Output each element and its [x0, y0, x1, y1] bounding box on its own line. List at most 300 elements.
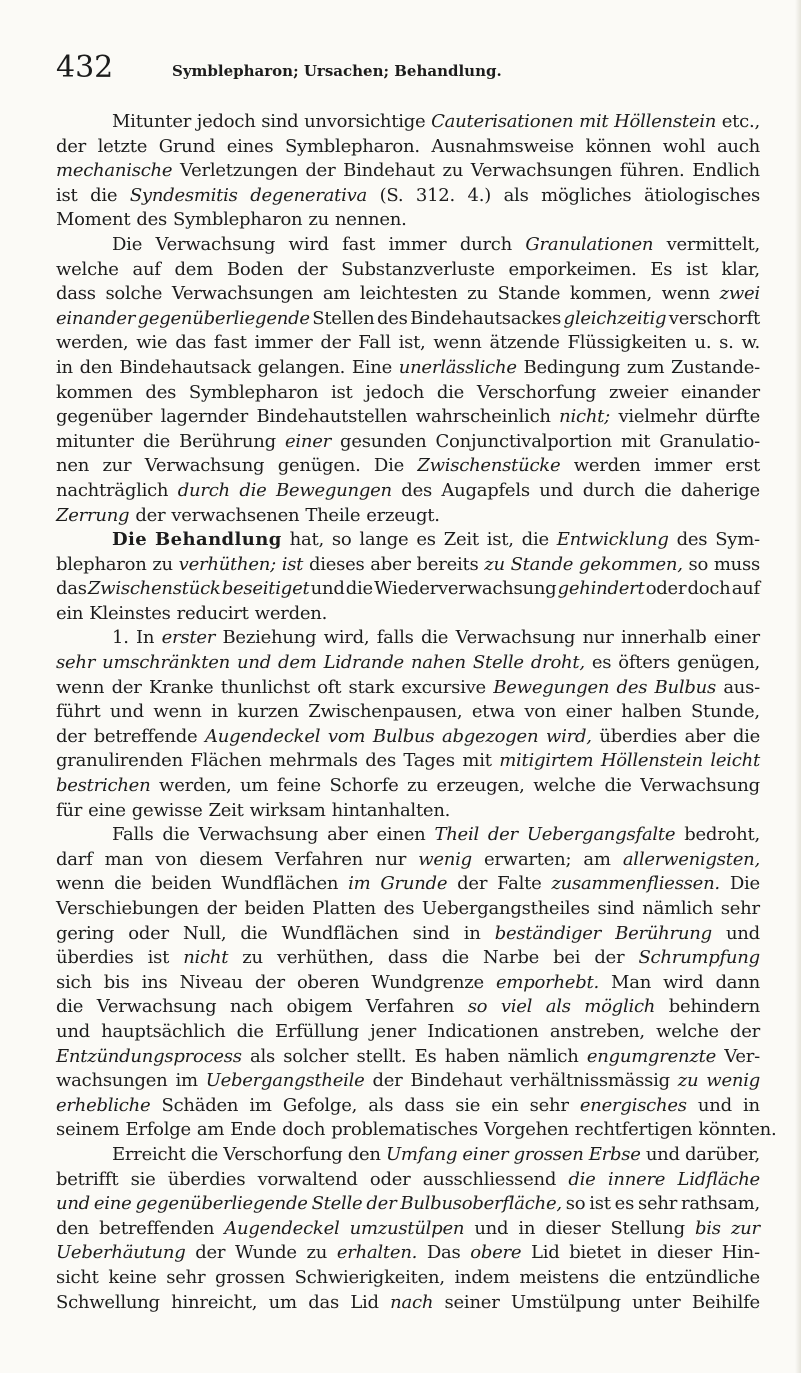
- word: der: [111, 676, 142, 698]
- word: letzte: [97, 135, 148, 157]
- italic-word: Bulbus: [372, 725, 435, 747]
- word: dann: [715, 971, 760, 993]
- italic-word: und: [56, 1193, 90, 1215]
- word: dass: [404, 1094, 445, 1116]
- italic-word: mit: [579, 111, 609, 132]
- word: Verwachsungen: [171, 283, 314, 305]
- italic-word: dem: [278, 652, 317, 674]
- word: verhüthen,: [276, 947, 374, 969]
- text-line: [56, 602, 760, 627]
- word: Zeit: [443, 529, 479, 551]
- word: keine: [108, 1266, 157, 1288]
- word: stark: [348, 676, 394, 698]
- word: des: [145, 381, 177, 403]
- word: u.: [694, 332, 712, 354]
- text-line: [56, 922, 760, 947]
- word: immer: [388, 233, 447, 255]
- word: ist: [589, 1193, 611, 1215]
- italic-word: einer: [462, 1143, 509, 1165]
- word: Verwachsung: [455, 627, 576, 649]
- text-line: [56, 405, 760, 430]
- word: Verwachsung: [198, 824, 319, 846]
- word: es: [416, 529, 436, 551]
- word: der: [254, 971, 285, 993]
- text-line: [56, 479, 760, 504]
- word: Granulatio-: [659, 430, 760, 452]
- text-line: [56, 1045, 760, 1070]
- word: sehr: [637, 1193, 678, 1215]
- word: excursive: [401, 676, 486, 698]
- word: Erfüllung: [274, 1020, 359, 1042]
- italic-word: droht,: [530, 652, 585, 674]
- word: immer: [653, 455, 712, 477]
- word: so: [688, 553, 709, 575]
- word: halben: [621, 701, 682, 723]
- body-text: [56, 110, 777, 1315]
- italic-word: zu: [484, 553, 505, 575]
- italic-word: Theil: [434, 824, 479, 846]
- word: (S.: [379, 184, 404, 206]
- word: den: [79, 356, 113, 378]
- bold-word: Die: [112, 529, 148, 551]
- word: Symblepharon: [188, 381, 319, 403]
- text-line: [56, 1266, 760, 1291]
- word: es: [614, 1193, 635, 1215]
- word: darf: [56, 848, 93, 870]
- word: Umstülpung: [510, 1291, 621, 1313]
- italic-word: umschränkten: [102, 652, 231, 674]
- word: kommen: [56, 381, 133, 403]
- italic-word: die: [239, 479, 267, 501]
- word: es: [591, 652, 612, 674]
- word: zu: [467, 283, 488, 305]
- italic-word: abgezogen: [442, 725, 539, 747]
- word: kommen,: [569, 283, 652, 305]
- word: mitunter: [56, 430, 134, 452]
- italic-word: grossen: [513, 1143, 584, 1165]
- text-line: [56, 258, 760, 283]
- word: Flüssigkeiten: [567, 332, 687, 354]
- word: stellt.: [356, 1045, 407, 1067]
- word: erwarten;: [484, 848, 572, 870]
- italic-word: allerwenigsten,: [622, 848, 760, 870]
- italic-word: bestrichen: [56, 775, 151, 797]
- text-line: [56, 430, 760, 455]
- italic-word: mitigirtem: [499, 750, 594, 772]
- word: Eine: [351, 356, 393, 378]
- italic-word: vom: [327, 725, 366, 747]
- text-line: [56, 1020, 760, 1045]
- word: Stellung: [610, 1217, 685, 1239]
- word: Falls: [112, 824, 154, 846]
- word: die: [345, 578, 373, 600]
- word: granulirenden: [56, 750, 183, 772]
- word: dass: [56, 283, 96, 305]
- word: betreffenden: [99, 1217, 215, 1239]
- text-line: [56, 233, 760, 258]
- word: wie: [136, 332, 168, 354]
- word: Die: [373, 455, 404, 477]
- word: welche: [533, 775, 596, 797]
- word: vermittelt,: [666, 233, 760, 255]
- word: gewisse: [131, 799, 203, 821]
- word: Conjunctivalportion: [435, 430, 612, 452]
- word: sehr: [720, 898, 760, 919]
- text-line: [56, 995, 760, 1020]
- word: ist: [686, 258, 708, 280]
- word: Es: [650, 258, 673, 280]
- word: werden,: [159, 775, 232, 797]
- text-line: [56, 1069, 760, 1094]
- word: die: [90, 184, 118, 206]
- word: der: [305, 160, 336, 182]
- word: nur: [582, 627, 614, 649]
- italic-word: Syndesmitis: [129, 184, 238, 206]
- word: seinem: [56, 1119, 120, 1141]
- word: muss: [713, 553, 760, 575]
- italic-word: wenig: [418, 848, 472, 870]
- word: erzeugt.: [366, 504, 440, 526]
- page-header: [56, 52, 756, 92]
- word: das: [56, 578, 87, 600]
- word: nämlich: [642, 898, 714, 919]
- word: hinreicht,: [171, 1291, 258, 1313]
- word: beiden: [244, 898, 305, 919]
- italic-word: beständiger: [494, 922, 602, 944]
- italic-word: Lidfläche: [677, 1168, 760, 1190]
- word: in: [56, 356, 73, 378]
- word: auf: [731, 578, 760, 600]
- word: 4.): [467, 184, 491, 206]
- word: Stellen: [312, 307, 375, 329]
- word: Schorfe: [329, 775, 399, 797]
- text-line: [56, 1094, 760, 1119]
- italic-word: gekommen,: [578, 553, 683, 575]
- text-line: [56, 1192, 760, 1217]
- word: indem: [454, 1266, 510, 1288]
- word: welche: [56, 258, 119, 280]
- italic-word: gegenüberliegende: [135, 1193, 308, 1215]
- word: der: [372, 1070, 403, 1092]
- word: lagernder: [160, 406, 248, 428]
- word: ein: [491, 1094, 519, 1116]
- word: eines: [226, 135, 274, 157]
- word: ist: [331, 381, 353, 403]
- italic-word: Entzündungsprocess: [56, 1045, 242, 1067]
- word: vorwaltend: [257, 1168, 358, 1190]
- italic-word: Uebergangstheile: [205, 1070, 365, 1092]
- word: nach: [229, 996, 273, 1018]
- word: überdies: [599, 725, 677, 747]
- word: die: [441, 947, 469, 969]
- word: betrifft: [56, 1168, 119, 1190]
- word: des: [376, 307, 408, 329]
- word: der: [297, 258, 328, 280]
- word: Mitunter: [112, 111, 192, 132]
- word: meistens: [519, 1266, 599, 1288]
- word: genügen,: [677, 652, 760, 674]
- word: aber: [327, 824, 368, 846]
- text-line: [56, 184, 760, 209]
- word: nennen.: [334, 209, 407, 231]
- word: Substanzverluste: [341, 258, 495, 280]
- word: Theile: [305, 504, 361, 526]
- word: Wundgrenze: [371, 971, 484, 993]
- word: dieser: [545, 1217, 601, 1239]
- italic-word: mechanische: [56, 160, 173, 182]
- bold-word: Behandlung: [155, 529, 282, 551]
- italic-word: Zwischenstück: [87, 578, 221, 600]
- word: gesunden: [340, 430, 427, 452]
- italic-word: Lidrande: [323, 652, 404, 674]
- word: und: [725, 922, 760, 944]
- word: Ende: [230, 1119, 277, 1141]
- italic-word: möglich: [584, 996, 656, 1018]
- text-line: [56, 872, 760, 897]
- word: durch: [582, 479, 635, 501]
- word: dürfte: [705, 406, 760, 428]
- word: aber: [684, 725, 726, 747]
- word: Das: [426, 1242, 461, 1264]
- word: des: [676, 529, 708, 551]
- word: im: [249, 1094, 272, 1116]
- word: ein: [56, 602, 84, 624]
- word: Tages: [403, 750, 455, 772]
- word: der: [594, 947, 625, 969]
- italic-word: einander: [56, 307, 136, 329]
- italic-word: obere: [470, 1242, 522, 1264]
- word: werden,: [56, 332, 129, 354]
- word: um: [268, 1291, 297, 1313]
- word: feine: [276, 775, 321, 797]
- word: von: [155, 848, 188, 870]
- word: Verschiebungen: [56, 898, 199, 919]
- word: obigem: [286, 996, 353, 1018]
- italic-word: zwei: [719, 283, 760, 305]
- word: am: [583, 848, 611, 870]
- word: die: [421, 627, 449, 649]
- word: die: [436, 381, 465, 403]
- word: zu: [306, 1242, 328, 1264]
- italic-word: erster: [161, 627, 216, 649]
- word: ins: [141, 971, 168, 993]
- word: problematisches: [331, 1119, 478, 1141]
- word: dem: [174, 258, 214, 280]
- word: etwa: [471, 701, 515, 723]
- italic-word: Entwicklung: [556, 529, 669, 551]
- word: durch: [459, 233, 512, 255]
- word: unter: [632, 1291, 681, 1313]
- word: Boden: [226, 258, 284, 280]
- word: der: [135, 504, 166, 526]
- word: den: [347, 1143, 381, 1165]
- word: aber: [370, 553, 411, 575]
- italic-word: Zwischenstücke: [417, 455, 561, 477]
- word: Die: [112, 233, 143, 255]
- text-line: [56, 676, 760, 701]
- word: der: [729, 1020, 760, 1042]
- word: ist: [56, 184, 78, 206]
- word: zur: [102, 455, 132, 477]
- word: solche: [105, 283, 163, 305]
- italic-word: engumgrenzte: [586, 1045, 717, 1067]
- italic-word: Erbse: [588, 1143, 641, 1165]
- word: bedroht,: [684, 824, 760, 846]
- word: entzündliche: [645, 1266, 760, 1288]
- word: des: [136, 209, 167, 231]
- italic-word: bis: [695, 1217, 721, 1239]
- word: 1.: [112, 627, 129, 649]
- word: ätiologisches: [643, 184, 760, 206]
- word: rathsam,: [681, 1193, 760, 1215]
- word: sich: [56, 971, 92, 993]
- word: führt: [56, 701, 101, 723]
- word: nen: [56, 455, 90, 477]
- italic-word: gleichzeitig: [563, 307, 667, 329]
- word: und: [109, 701, 144, 723]
- word: behindern: [668, 996, 760, 1018]
- italic-word: Bewegungen: [275, 479, 392, 501]
- italic-word: so: [467, 996, 488, 1018]
- word: als: [250, 1045, 275, 1067]
- italic-word: Ueberhäutung: [56, 1242, 186, 1264]
- word: aus-: [723, 676, 760, 698]
- italic-word: erhebliche: [56, 1094, 151, 1116]
- text-line: [56, 504, 760, 529]
- word: der: [56, 725, 87, 747]
- word: s.: [719, 332, 734, 354]
- word: oder: [128, 922, 169, 944]
- word: dieser: [657, 1242, 712, 1264]
- word: bietet: [569, 1242, 621, 1264]
- word: welche: [656, 1020, 719, 1042]
- word: in: [630, 1242, 648, 1264]
- word: von: [524, 701, 557, 723]
- text-line: [56, 774, 760, 799]
- italic-word: nach: [390, 1291, 434, 1313]
- word: die: [521, 529, 549, 551]
- word: solcher: [283, 1045, 349, 1067]
- word: kurzen: [237, 701, 299, 723]
- word: hintanhalten.: [331, 799, 451, 821]
- italic-word: nicht;: [559, 406, 610, 428]
- word: Bindehaut: [343, 160, 435, 182]
- word: Lid: [350, 1291, 379, 1313]
- word: Berührung: [179, 430, 276, 452]
- word: oberen: [296, 971, 360, 993]
- word: Hin-: [721, 1242, 760, 1264]
- word: der: [457, 873, 488, 895]
- word: in: [743, 1094, 760, 1116]
- word: des: [383, 898, 415, 919]
- word: jedoch: [196, 111, 256, 132]
- word: das: [308, 1291, 339, 1313]
- word: verwachsenen: [171, 504, 300, 526]
- word: emporkeimen.: [508, 258, 637, 280]
- word: ätzende: [489, 332, 560, 354]
- word: Bindehautstellen: [256, 406, 408, 428]
- italic-word: die: [568, 1168, 596, 1190]
- word: wird,: [323, 627, 370, 649]
- italic-word: Bulbusoberfläche,: [400, 1193, 562, 1215]
- italic-word: Umfang: [385, 1143, 458, 1165]
- word: die: [644, 479, 672, 501]
- text-line: [56, 799, 760, 824]
- word: Endlich: [692, 160, 760, 182]
- word: Symblepharon: [173, 209, 303, 231]
- word: Schäden: [161, 1094, 239, 1116]
- text-line: [56, 381, 760, 406]
- word: Ver-: [724, 1045, 760, 1067]
- word: den: [56, 1217, 90, 1239]
- italic-word: als: [545, 996, 571, 1018]
- word: verhältnissmässig: [510, 1070, 670, 1092]
- word: der: [320, 332, 351, 354]
- word: Verwachsung: [640, 775, 760, 797]
- word: wenn: [56, 676, 105, 698]
- text-line: [56, 700, 760, 725]
- text-line: [56, 725, 760, 750]
- italic-word: nahen: [410, 652, 466, 674]
- italic-word: leicht: [710, 750, 760, 772]
- italic-word: im: [348, 873, 371, 895]
- running-title: Symblepharon; Ursachen; Behandlung.: [172, 62, 502, 80]
- word: zum: [626, 356, 665, 378]
- word: die: [162, 824, 190, 846]
- word: Beziehung: [222, 627, 317, 649]
- word: daherige: [680, 479, 760, 501]
- word: Stunde,: [690, 701, 760, 723]
- word: und: [474, 1217, 509, 1239]
- italic-word: umzustülpen: [349, 1217, 465, 1239]
- word: einen: [376, 824, 426, 846]
- italic-word: durch: [177, 479, 230, 501]
- word: bereits: [416, 553, 479, 575]
- word: darüber,: [684, 1143, 760, 1165]
- word: zu: [152, 553, 173, 575]
- word: Augapfels: [441, 479, 530, 501]
- italic-word: zur: [730, 1217, 760, 1239]
- word: seiner: [444, 1291, 500, 1313]
- word: Bedingung: [523, 356, 621, 378]
- italic-word: des: [616, 676, 648, 698]
- italic-word: Höllenstein: [600, 750, 703, 772]
- word: zu: [442, 160, 464, 182]
- word: in: [518, 1217, 536, 1239]
- word: Bindehaut: [410, 1070, 503, 1092]
- word: Wundflächen: [221, 873, 339, 895]
- word: einander: [680, 381, 760, 403]
- word: als: [368, 1094, 394, 1116]
- word: ist: [147, 947, 170, 969]
- word: wachsungen: [56, 1070, 168, 1092]
- text-line: [56, 1291, 760, 1316]
- word: diesem: [199, 848, 263, 870]
- word: Man: [611, 971, 652, 993]
- word: Es: [414, 1045, 437, 1067]
- text-line: [56, 577, 760, 602]
- word: Falte: [497, 873, 542, 895]
- word: oder: [369, 1168, 411, 1190]
- word: nur: [375, 848, 407, 870]
- word: des: [365, 750, 396, 772]
- italic-word: Höllenstein: [614, 111, 717, 132]
- word: beiden: [151, 873, 212, 895]
- italic-word: Grunde: [380, 873, 448, 895]
- word: sind: [261, 111, 299, 132]
- text-line: [56, 1168, 760, 1193]
- italic-word: Bewegungen: [493, 676, 610, 698]
